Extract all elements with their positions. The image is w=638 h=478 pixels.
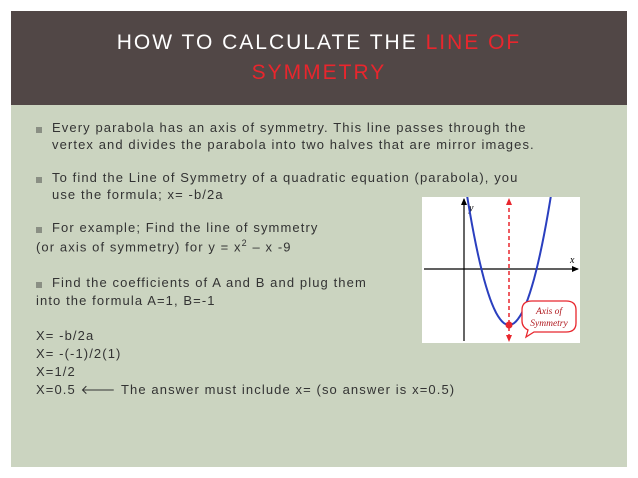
step-3: X=1/2: [36, 364, 76, 379]
answer-line: [36, 382, 455, 398]
callout-line-1: Axis of: [535, 307, 563, 317]
bullet-1-line-1: Every parabola has an axis of symmetry. This line passes through the: [52, 120, 527, 135]
formula-line: into the formula A=1, B=-1: [36, 293, 216, 308]
bullet-1-line-2: vertex and divides the parabola into two halves that are mirror images.: [52, 137, 535, 152]
title-bar: [11, 11, 627, 105]
answer-note: The answer must include x= (so answer is x=0.5): [116, 382, 456, 397]
bullet-2-line-2: use the formula; x= -b/2a: [52, 187, 224, 202]
y-axis-arrow-icon: [461, 198, 467, 205]
exponent: 2: [241, 238, 248, 248]
parabola-graph: [422, 197, 580, 343]
title-highlight: LINE OF SYMMETRY: [251, 31, 522, 84]
example-text: (or axis of symmetry) for y = x: [36, 239, 242, 255]
bullet-4-line-1: Find the coefficients of A and B and plug them: [52, 275, 367, 290]
bullet-marker: [36, 127, 42, 133]
example-tail: – x -9: [247, 239, 292, 255]
bullet-marker: [36, 282, 42, 288]
vertex-point: [506, 322, 513, 329]
bullet-marker: [36, 177, 42, 183]
left-arrow-icon: 🡐: [80, 382, 117, 397]
x-axis-label: x: [570, 255, 575, 266]
bullet-marker: [36, 227, 42, 233]
step-2: X= -(-1)/2(1): [36, 346, 122, 361]
y-axis-label: y: [469, 203, 474, 214]
parabola-svg: [422, 197, 580, 343]
symmetry-arrow-down-icon: [506, 335, 512, 342]
example-equation: [36, 238, 292, 254]
bullet-3-line-1: For example; Find the line of symmetry: [52, 220, 319, 235]
slide-title: [59, 28, 579, 88]
x-axis-arrow-icon: [572, 266, 579, 272]
step-1: X= -b/2a: [36, 328, 95, 343]
title-text: HOW TO CALCULATE THE: [116, 31, 426, 54]
symmetry-arrow-up-icon: [506, 198, 512, 205]
bullet-2-line-1: To find the Line of Symmetry of a quadratic equation (parabola), you: [52, 170, 519, 185]
answer-value: X=0.5: [36, 382, 81, 397]
callout-line-2: Symmetry: [530, 319, 568, 329]
